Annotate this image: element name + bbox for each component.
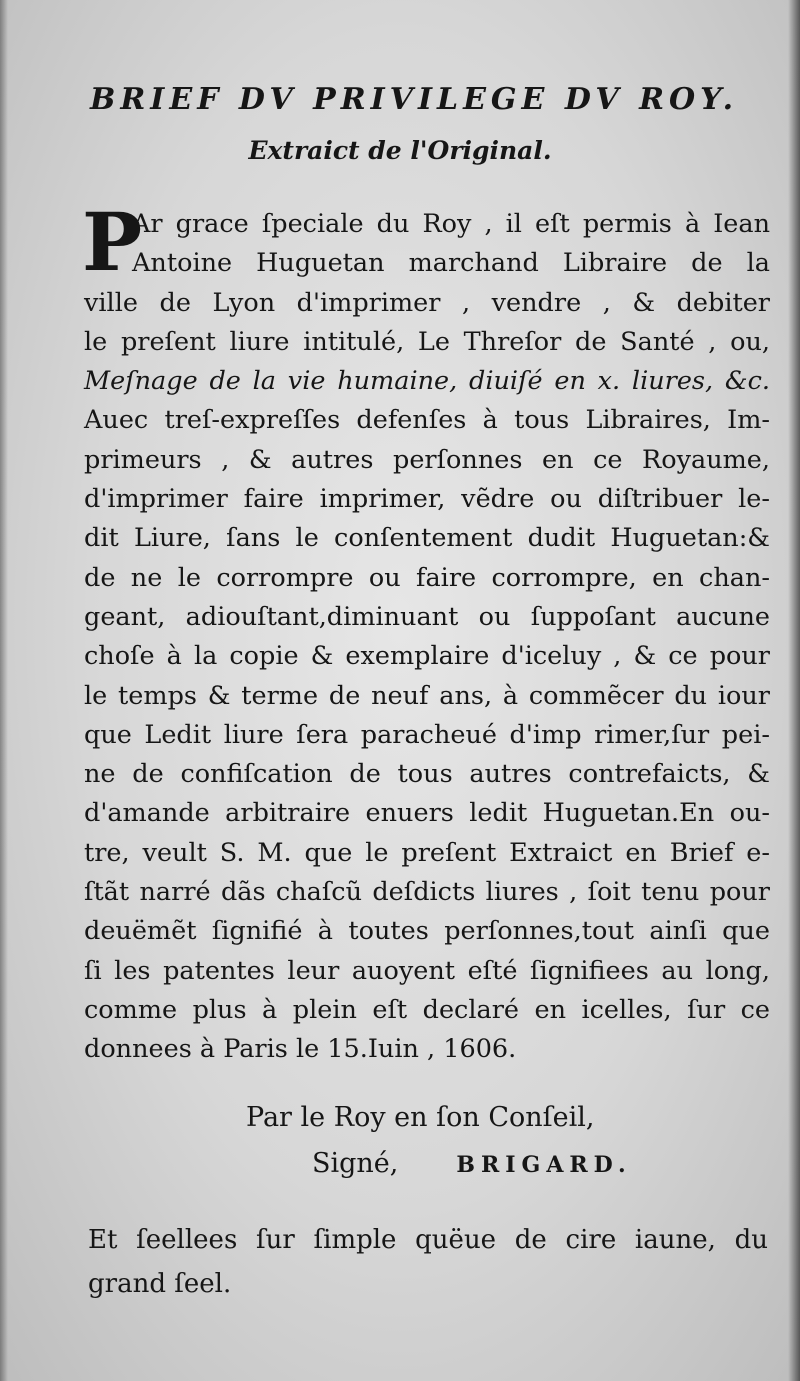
text-line: ſi les patentes leur auoyent eſté ſignifiees au long,	[84, 955, 770, 986]
text-line: deuëmẽt ſignifié à toutes perſonnes,tout ainſi que	[84, 916, 770, 947]
text-line: ſtãt narré dãs chaſcũ deſdicts liures , ſoit tenu pour	[84, 877, 770, 908]
text-line: donnees à Paris le 15.Iuin , 1606.	[84, 1034, 517, 1065]
signature-block	[0, 1095, 800, 1188]
text-line: dit Liure, ſans le conſentement dudit Huguetan:&	[84, 523, 770, 554]
text-line: Auec treſ-expreſſes defenſes à tous Libraires, Im-	[84, 405, 770, 436]
page-subtitle: Extraict de l'Original.	[248, 136, 552, 165]
text-line: geant, adiouſtant,diminuant ou ſuppoſant aucune	[84, 601, 770, 632]
text-line: comme plus à plein eſt declaré en icelles, ſur ce	[84, 994, 770, 1025]
signed-label: Signé,	[312, 1148, 399, 1179]
page-title: BRIEF DV PRIVILEGE DV ROY.	[90, 82, 739, 117]
drop-capital: P	[82, 195, 143, 289]
signature-line	[0, 1141, 800, 1188]
text-line: d'amande arbitraire enuers ledit Huguetan.En ou-	[84, 798, 770, 829]
text-line: le temps & terme de neuf ans, à commẽcer du iour	[84, 680, 770, 711]
signature-authority: Par le Roy en ſon Conſeil,	[246, 1102, 595, 1133]
seal-line: grand ſeel.	[88, 1269, 232, 1299]
text-line: ne de confiſcation de tous autres contrefaicts, &	[84, 759, 770, 790]
seal-note	[88, 1218, 768, 1306]
text-line: Meſnage de la vie humaine, diuiſé en x. liures, &c.	[84, 366, 770, 397]
text-line: de ne le corrompre ou faire corrompre, en chan-	[84, 562, 770, 593]
privilege-text	[82, 195, 770, 1070]
text-line: tre, veult S. M. que le preſent Extraict en Brief e-	[84, 837, 770, 868]
text-line: Antoine Huguetan marchand Libraire de la	[132, 248, 770, 279]
seal-line: Et ſeellees ſur ſimple quëue de cire iaune, du	[88, 1225, 768, 1255]
text-line: primeurs , & autres perſonnes en ce Royaume,	[84, 444, 770, 475]
text-line: Ar grace ſpeciale du Roy , il eſt permis à Iean	[132, 209, 770, 239]
signer-name: BRIGARD.	[456, 1152, 632, 1178]
text-line: d'imprimer faire imprimer, vẽdre ou diſtribuer le-	[84, 484, 770, 515]
text-line: le preſent liure intitulé, Le Threſor de Santé , ou,	[84, 326, 770, 357]
text-line: que Ledit liure ſera paracheué d'imp rimer,ſur pei-	[84, 719, 770, 750]
text-line: choſe à la copie & exemplaire d'iceluy , & ce pour	[84, 641, 770, 672]
text-line: ville de Lyon d'imprimer , vendre , & debiter	[84, 287, 770, 318]
